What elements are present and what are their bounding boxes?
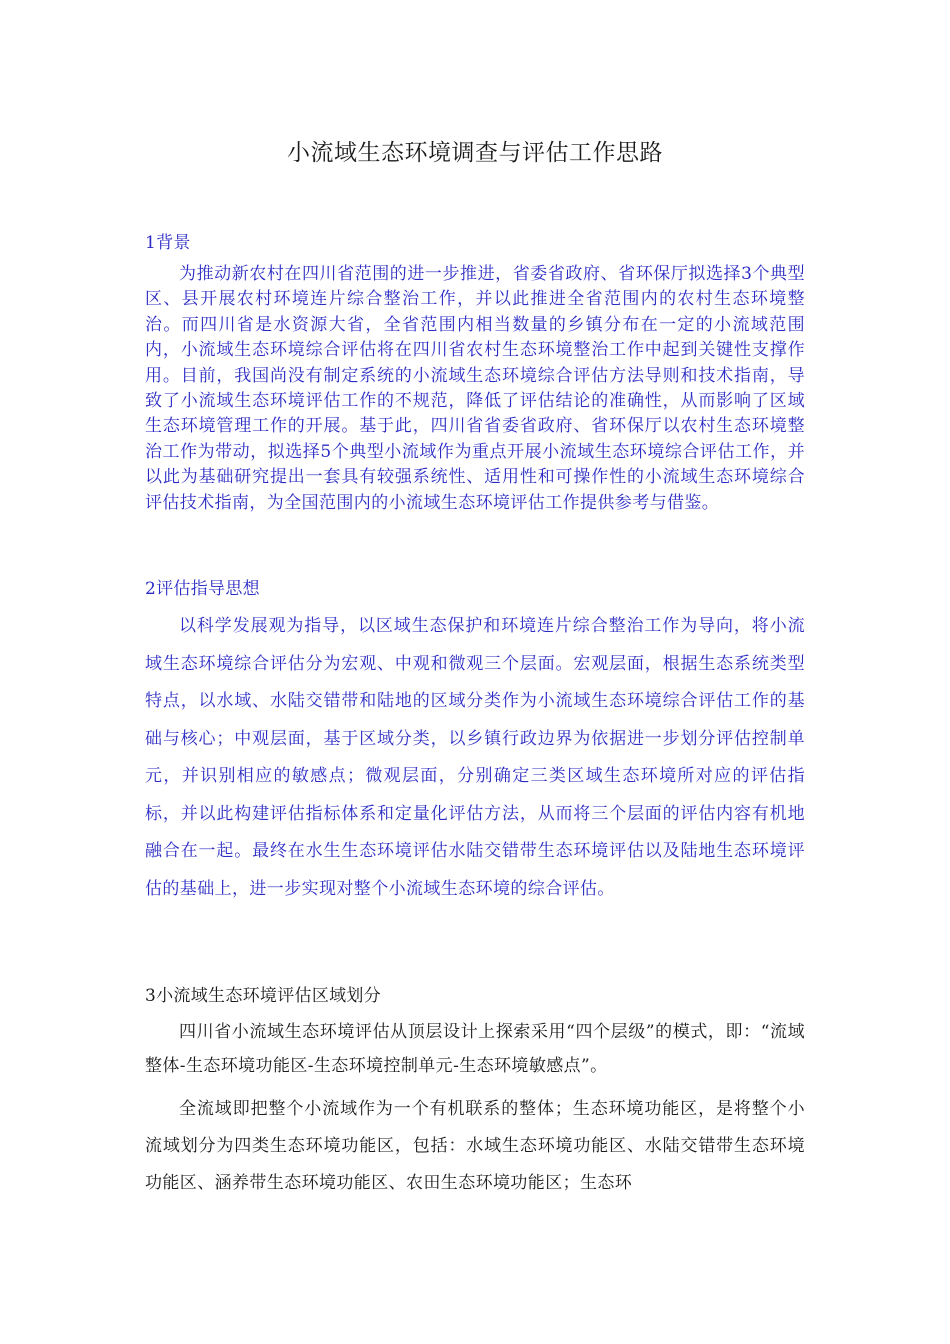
paragraph-whole-basin: 全流域即把整个小流域作为一个有机联系的整体；生态环境功能区，是将整个小流域划分为四类生态环境功能区，包括：水域生态环境功能区、水陆交错带生态环境功能区、涵养带生态环境功能区、农田生态环境功能区；生态环: [145, 1099, 805, 1193]
section-heading-guiding-ideology: 2评估指导思想: [145, 579, 260, 599]
section-heading-region-division: 3小流域生态环境评估区域划分: [145, 986, 382, 1006]
paragraph-four-levels: 四川省小流域生态环境评估从顶层设计上探索采用“四个层级”的模式，即：“流域整体-生态环境功能区-生态环境控制单元-生态环境敏感点”。: [145, 1022, 805, 1076]
paragraph-guiding-ideology: 以科学发展观为指导，以区域生态保护和环境连片综合整治工作为导向，将小流域生态环境综合评估分为宏观、中观和微观三个层面。宏观层面，根据生态系统类型特点，以水域、水陆交错带和陆地的区域分类作为小流域生态环境综合评估工作的基础与核心；中观层面，基于区域分类，以乡镇行政边界为依据进一步划分评估控制单元，并识别相应的敏感点；微观层面，分别确定三类区域生态环境所对应的评估指标，并以此构建评估指标体系和定量化评估方法，从而将三个层面的评估内容有机地融合在一起。最终在水生生态环境评估水陆交错带生态环境评估以及陆地生态环境评估的基础上，进一步实现对整个小流域生态环境的综合评估。: [145, 616, 805, 899]
document-title: 小流域生态环境调查与评估工作思路: [287, 140, 663, 166]
section-heading-background: 1背景: [145, 233, 191, 253]
paragraph-background: 为推动新农村在四川省范围的进一步推进，省委省政府、省环保厅拟选择3个典型区、县开展农村环境连片综合整治工作，并以此推进全省范围内的农村生态环境整治。而四川省是水资源大省，全省范围内相当数量的乡镇分布在一定的小流域范围内，小流域生态环境综合评估将在四川省农村生态环境整治工作中起到关键性支撑作用。目前，我国尚没有制定系统的小流域生态环境综合评估方法导则和技术指南，导致了小流域生态环境评估工作的不规范，降低了评估结论的准确性，从而影响了区域生态环境管理工作的开展。基于此，四川省省委省政府、省环保厅以农村生态环境整治工作为带动，拟选择5个典型小流域作为重点开展小流域生态环境综合评估工作，并以此为基础研究提出一套具有较强系统性、适用性和可操作性的小流域生态环境综合评估技术指南，为全国范围内的小流域生态环境评估工作提供参考与借鉴。: [145, 264, 805, 513]
